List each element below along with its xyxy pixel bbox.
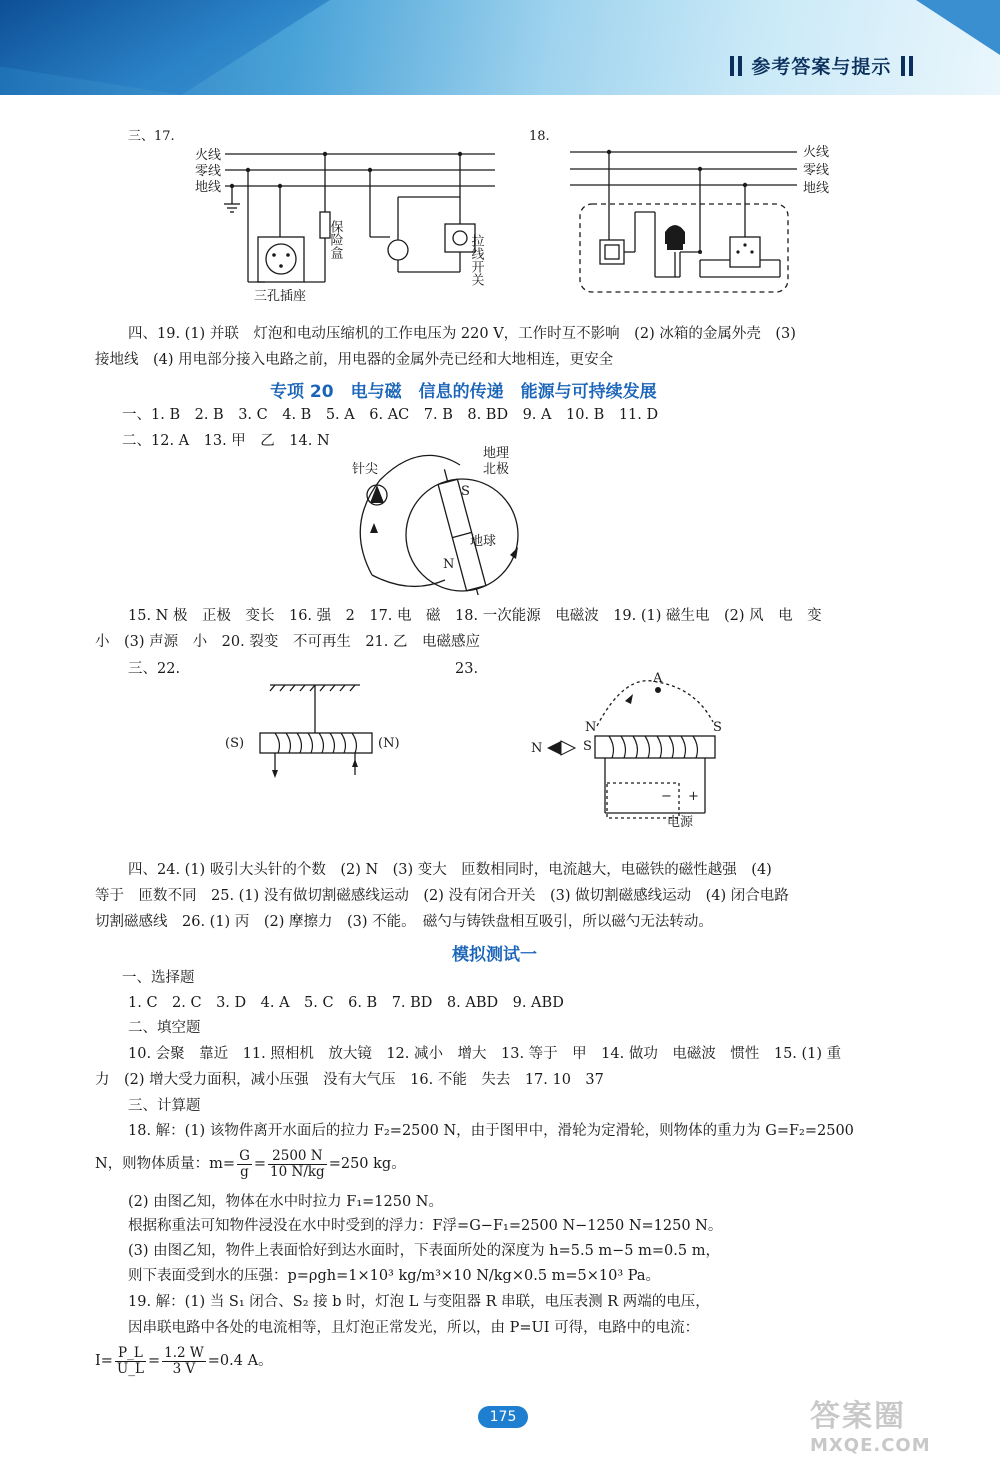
answer-line: 1. C 2. C 3. D 4. A 5. C 6. B 7. BD 8. ABD 9. ABD <box>128 995 564 1011</box>
ground-wire-label: 地线 <box>803 181 830 196</box>
answer-line: 18. 解：(1) 该物件离开水面后的拉力 F₂=2500 N，由于图甲中，滑轮为定滑轮，则物体的重力为 G=F₂=2500 <box>128 1123 854 1139</box>
neutral-wire-label: 零线 <box>195 164 222 179</box>
power-label: 电源 <box>667 815 694 830</box>
answer-line: 三、22. <box>128 661 181 677</box>
geo-north-label: 北极 <box>483 462 510 477</box>
banner-decoration <box>0 0 330 95</box>
pole-n-label: N <box>585 720 597 735</box>
neutral-wire-label: 零线 <box>803 163 830 178</box>
answer-line: 等于 匝数不同 25. (1) 没有做切割磁感线运动 (2) 没有闭合开关 (3) 做切割磁感线运动 (4) 闭合电路 <box>95 888 789 904</box>
header-title <box>728 52 915 79</box>
fuse-label: 保险盒 <box>327 220 343 259</box>
compass-n-label: N <box>531 741 543 756</box>
fire-wire-label: 火线 <box>803 145 830 160</box>
answer-line: 接地线 (4) 用电部分接入电路之前，用电器的金属外壳已经和大地相连，更安全 <box>95 352 614 368</box>
pole-s-label: S <box>583 739 592 754</box>
needle-tip-label: 针尖 <box>352 462 379 477</box>
point-a-label: A <box>653 671 663 686</box>
formula-text: =250 kg。 <box>328 1156 406 1172</box>
pole-s-label: S <box>713 720 722 735</box>
figure-17-circuit <box>120 122 510 307</box>
fire-wire-label: 火线 <box>195 148 222 163</box>
plus-label: + <box>688 789 699 804</box>
section-title-20: 专项 20 电与磁 信息的传递 能源与可持续发展 <box>270 382 657 402</box>
answer-line-formula <box>95 1148 406 1180</box>
answer-line: 二、12. A 13. 甲 乙 14. N <box>122 433 330 449</box>
fraction: $\frac{P\_L}{U\_L}$ <box>116 1344 144 1377</box>
answer-line: 力 (2) 增大受力面积，减小压强 没有大气压 16. 不能 失去 17. 10 37 <box>95 1072 604 1088</box>
answer-line-formula <box>95 1345 273 1377</box>
figure-14-earth-magnet <box>340 445 540 595</box>
answer-line: 则下表面受到水的压强：p=ρgh=1×10³ kg/m³×10 N/kg×0.5 m=5×10³ Pa。 <box>128 1268 661 1284</box>
answer-line: 10. 会聚 靠近 11. 照相机 放大镜 12. 减小 增大 13. 等于 甲 14. 做功 电磁波 惯性 15. (1) 重 <box>128 1046 842 1062</box>
answer-line: 一、选择题 <box>122 970 195 986</box>
answer-line: 因串联电路中各处的电流相等，且灯泡正常发光，所以，由 P=UI 可得，电路中的电流： <box>128 1320 700 1336</box>
answer-line: 二、填空题 <box>128 1020 201 1036</box>
minus-label: − <box>661 789 672 804</box>
section-title-mock: 模拟测试一 <box>452 945 537 965</box>
answer-line: (2) 由图乙知，物体在水中时拉力 F₁=1250 N。 <box>128 1194 443 1210</box>
header-title-text: 参考答案与提示 <box>751 56 892 78</box>
page-number: 175 <box>478 1406 528 1428</box>
socket-label: 三孔插座 <box>254 289 307 304</box>
formula-text: I= <box>95 1353 113 1369</box>
pole-left-label: (S) <box>225 736 245 751</box>
watermark-logo <box>810 1391 990 1456</box>
header-banner <box>0 0 1000 95</box>
earth-label: 地球 <box>470 534 497 549</box>
fig17-label: 三、17. <box>128 129 175 144</box>
answer-line: 19. 解：(1) 当 S₁ 闭合、S₂ 接 b 时，灯泡 L 与变阻器 R 串联，电压表测 R 两端的电压， <box>128 1294 710 1310</box>
banner-decoration <box>880 0 1000 55</box>
watermark-text: 答案圈 <box>810 1399 906 1434</box>
fraction: $\frac{G}{g}$ <box>239 1147 250 1180</box>
formula-text: =0.4 A。 <box>207 1353 273 1369</box>
answer-line: 23. <box>455 661 479 677</box>
geo-north-label: 地理 <box>483 446 510 461</box>
answer-line: 一、1. B 2. B 3. C 4. B 5. A 6. AC 7. B 8. BD 9. A 10. B 11. D <box>122 407 659 423</box>
pole-right-label: (N) <box>378 736 400 751</box>
figure-18-circuit <box>525 122 845 302</box>
fig18-label: 18. <box>529 129 550 144</box>
figure-23-electromagnet-field <box>525 668 740 833</box>
answer-line: (3) 由图乙知，物件上表面恰好到达水面时，下表面所处的深度为 h=5.5 m−5 m=0.5 m， <box>128 1243 720 1259</box>
answer-line: 四、19. (1) 并联 灯泡和电动压缩机的工作电压为 220 V，工作时互不影响 (2) 冰箱的金属外壳 (3) <box>128 326 796 342</box>
answer-line: 四、24. (1) 吸引大头针的个数 (2) N (3) 变大 匝数相同时，电流越大，电磁铁的磁性越强 (4) <box>128 862 772 878</box>
formula-text: N，则物体质量：m= <box>95 1156 236 1172</box>
ground-wire-label: 地线 <box>195 180 222 195</box>
watermark-url: MXQE.COM <box>810 1435 931 1456</box>
answer-line: 15. N 极 正极 变长 16. 强 2 17. 电 磁 18. 一次能源 电磁波 19. (1) 磁生电 (2) 风 电 变 <box>128 608 822 624</box>
formula-text: = <box>253 1156 267 1172</box>
answer-line: 切割磁感线 26. (1) 丙 (2) 摩擦力 (3) 不能。 磁勺与铸铁盘相互吸引，所以磁勺无法转动。 <box>95 914 713 930</box>
fraction: $\frac{2500 N}{10 N/kg}$ <box>270 1147 325 1180</box>
switch-label: 拉线开关 <box>468 234 484 286</box>
answer-line: 根据称重法可知物件浸没在水中时受到的浮力：F浮=G−F₁=2500 N−1250 N=1250 N。 <box>128 1218 723 1234</box>
answer-line: 三、计算题 <box>128 1098 201 1114</box>
pole-n-label: N <box>443 557 455 572</box>
fraction: $\frac{1.2 W}{3 V}$ <box>164 1344 204 1377</box>
formula-text: = <box>147 1353 161 1369</box>
pole-s-label: S <box>461 484 470 499</box>
figure-22-electromagnet <box>220 675 420 785</box>
answer-line: 小 (3) 声源 小 20. 裂变 不可再生 21. 乙 电磁感应 <box>95 634 480 650</box>
